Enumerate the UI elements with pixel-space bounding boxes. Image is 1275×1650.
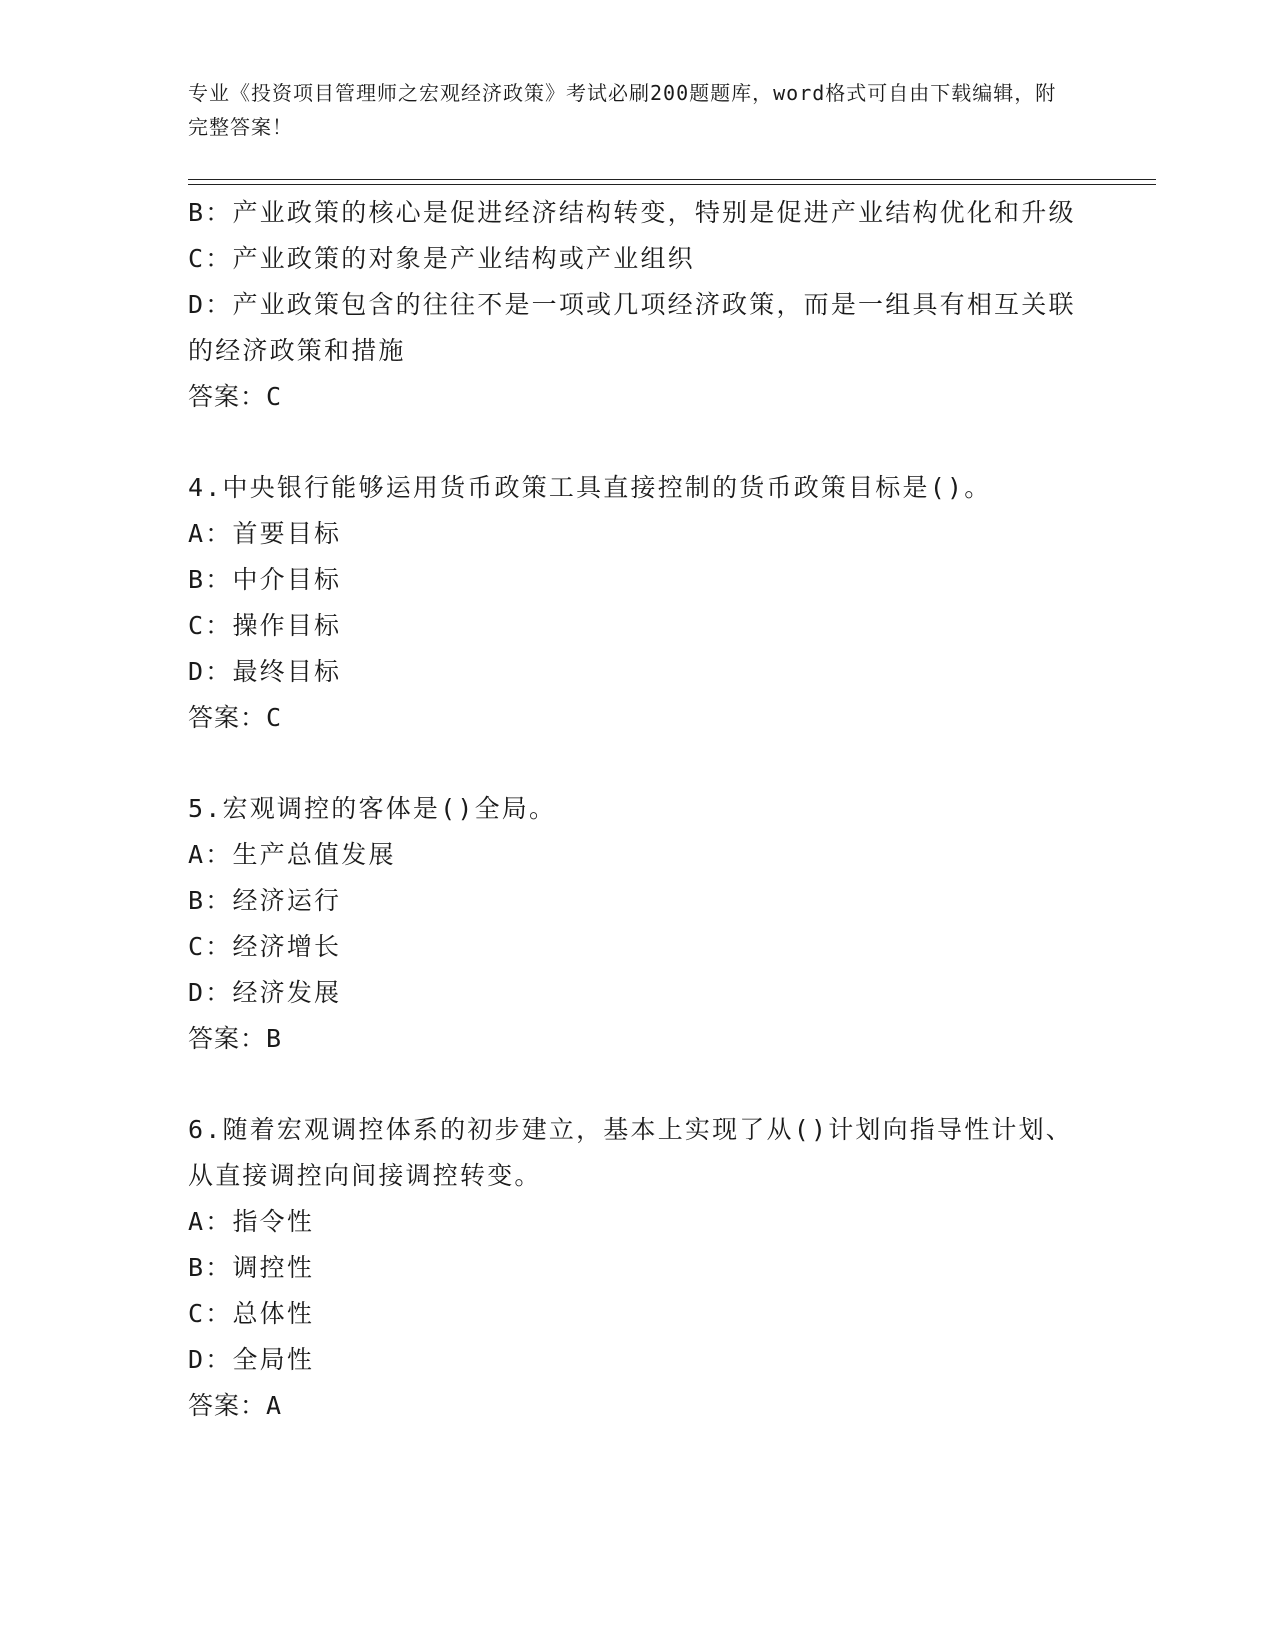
question-5 xyxy=(188,786,1088,1062)
option-c: C：经济增长 xyxy=(188,932,342,961)
option-d: D：最终目标 xyxy=(188,657,342,686)
option-a: A：指令性 xyxy=(188,1207,315,1236)
spacer xyxy=(188,741,1088,786)
option-b: B：中介目标 xyxy=(188,565,342,594)
option-b: B：产业政策的核心是促进经济结构转变，特别是促进产业结构优化和升级 xyxy=(188,198,1076,227)
option-b: B：调控性 xyxy=(188,1253,315,1282)
option-b: B：经济运行 xyxy=(188,886,342,915)
answer: 答案：C xyxy=(188,382,283,411)
question-stem: 4.中央银行能够运用货币政策工具直接控制的货币政策目标是()。 xyxy=(188,473,992,502)
question-3-continuation xyxy=(188,190,1088,420)
question-4 xyxy=(188,465,1088,741)
option-a: A：生产总值发展 xyxy=(188,840,396,869)
answer: 答案：A xyxy=(188,1391,283,1420)
question-6 xyxy=(188,1107,1088,1429)
spacer xyxy=(188,420,1088,465)
document-header: 专业《投资项目管理师之宏观经济政策》考试必刷200题题库，word格式可自由下载编辑，附完整答案！ xyxy=(188,81,1057,139)
question-stem: 6.随着宏观调控体系的初步建立，基本上实现了从()计划向指导性计划、从直接调控向间接调控转变。 xyxy=(188,1115,1074,1190)
question-stem: 5.宏观调控的客体是()全局。 xyxy=(188,794,557,823)
option-c: C：操作目标 xyxy=(188,611,342,640)
option-c: C：产业政策的对象是产业结构或产业组织 xyxy=(188,244,695,273)
option-a: A：首要目标 xyxy=(188,519,342,548)
option-d: D：产业政策包含的往往不是一项或几项经济政策，而是一组具有相互关联的经济政策和措施 xyxy=(188,290,1076,365)
spacer xyxy=(188,1062,1088,1107)
option-c: C：总体性 xyxy=(188,1299,315,1328)
header-divider-top xyxy=(188,179,1156,180)
option-d: D：经济发展 xyxy=(188,978,342,1007)
answer: 答案：C xyxy=(188,703,283,732)
header-divider-bottom xyxy=(188,184,1156,185)
option-d: D：全局性 xyxy=(188,1345,315,1374)
answer: 答案：B xyxy=(188,1024,283,1053)
document-body xyxy=(188,190,1088,1429)
